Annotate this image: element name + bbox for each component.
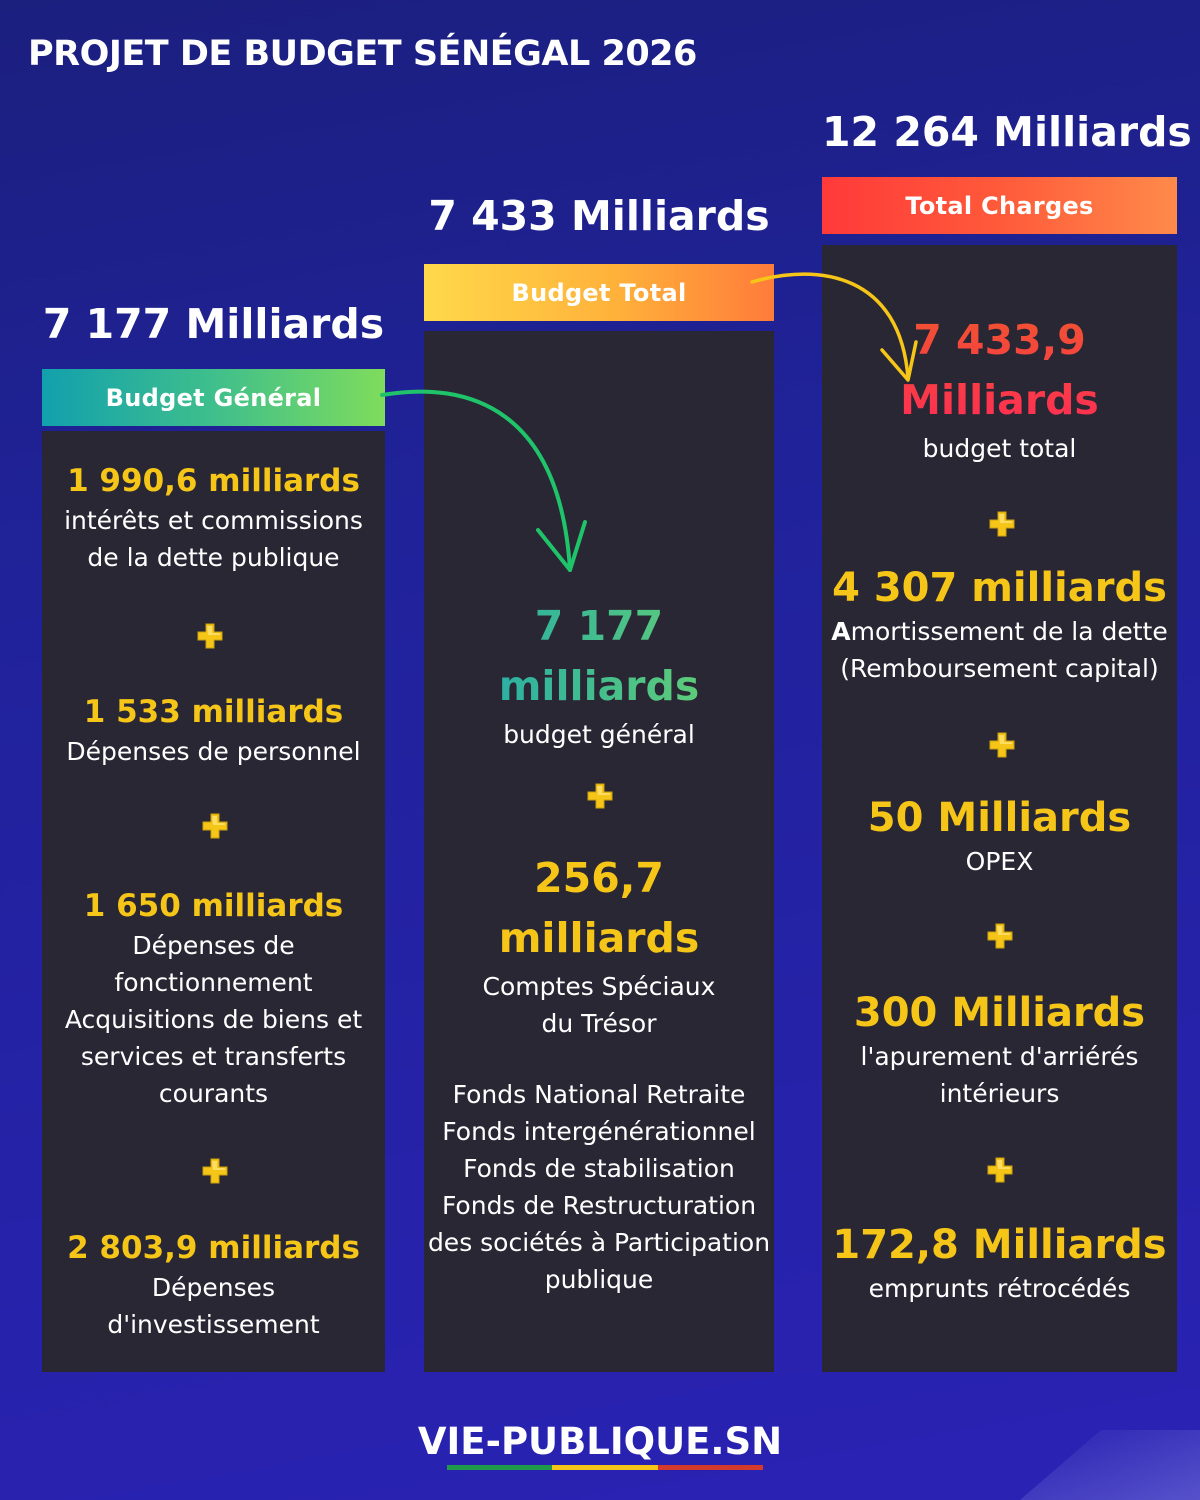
amount: 50 Milliards [867,795,1132,841]
description: Dépenses de personnel [66,737,361,766]
budget-general-header: Budget Général [42,369,385,426]
brand-underline [447,1465,763,1470]
curved-arrow-icon [752,274,916,380]
description: Comptes Spéciaux du Trésor [482,972,716,1038]
description: budget total [922,434,1077,463]
page-title: PROJET DE BUDGET SÉNÉGAL 2026 [28,34,697,74]
description: budget général [503,720,695,749]
amount: 1 533 milliards [83,694,344,730]
amount: 300 Milliards [853,990,1146,1036]
funds-list: Fonds National Retraite Fonds intergénérationnel Fonds de stabilisation Fonds de Restructuration des sociétés à Participation publique [427,1080,771,1294]
description: emprunts rétrocédés [868,1274,1131,1303]
amount: 1 650 milliards [83,888,344,924]
amount: 7 433,9 Milliards [822,310,1177,430]
description: l'apurement d'arriérés intérieurs [860,1042,1139,1108]
budget-total-total: 7 433 Milliards [428,192,770,240]
amount: 1 990,6 milliards [67,463,360,499]
total-charges-header: Total Charges [822,177,1177,234]
description: OPEX [965,847,1034,876]
total-charges-total: 12 264 Milliards [822,108,1192,156]
amount: 7 177 milliards [424,596,774,716]
amount: 172,8 Milliards [832,1222,1167,1268]
description: Dépenses de fonctionnement Acquisitions de biens et services et transferts courants [64,931,363,1108]
budget-total-header: Budget Total [424,264,774,321]
description: Dépenses d'investissement [107,1273,320,1339]
amount: 4 307 milliards [832,565,1167,611]
brand-logo: VIE-PUBLIQUE.SN [417,1420,783,1463]
budget-general-total: 7 177 Milliards [42,300,385,348]
curved-arrow-icon [382,392,585,570]
description: Amortissement de la dette (Remboursement capital) [831,617,1168,683]
description: intérêts et commissions de la dette publique [64,506,363,572]
amount: 2 803,9 milliards [67,1230,360,1266]
amount: 256,7 milliards [498,854,700,962]
